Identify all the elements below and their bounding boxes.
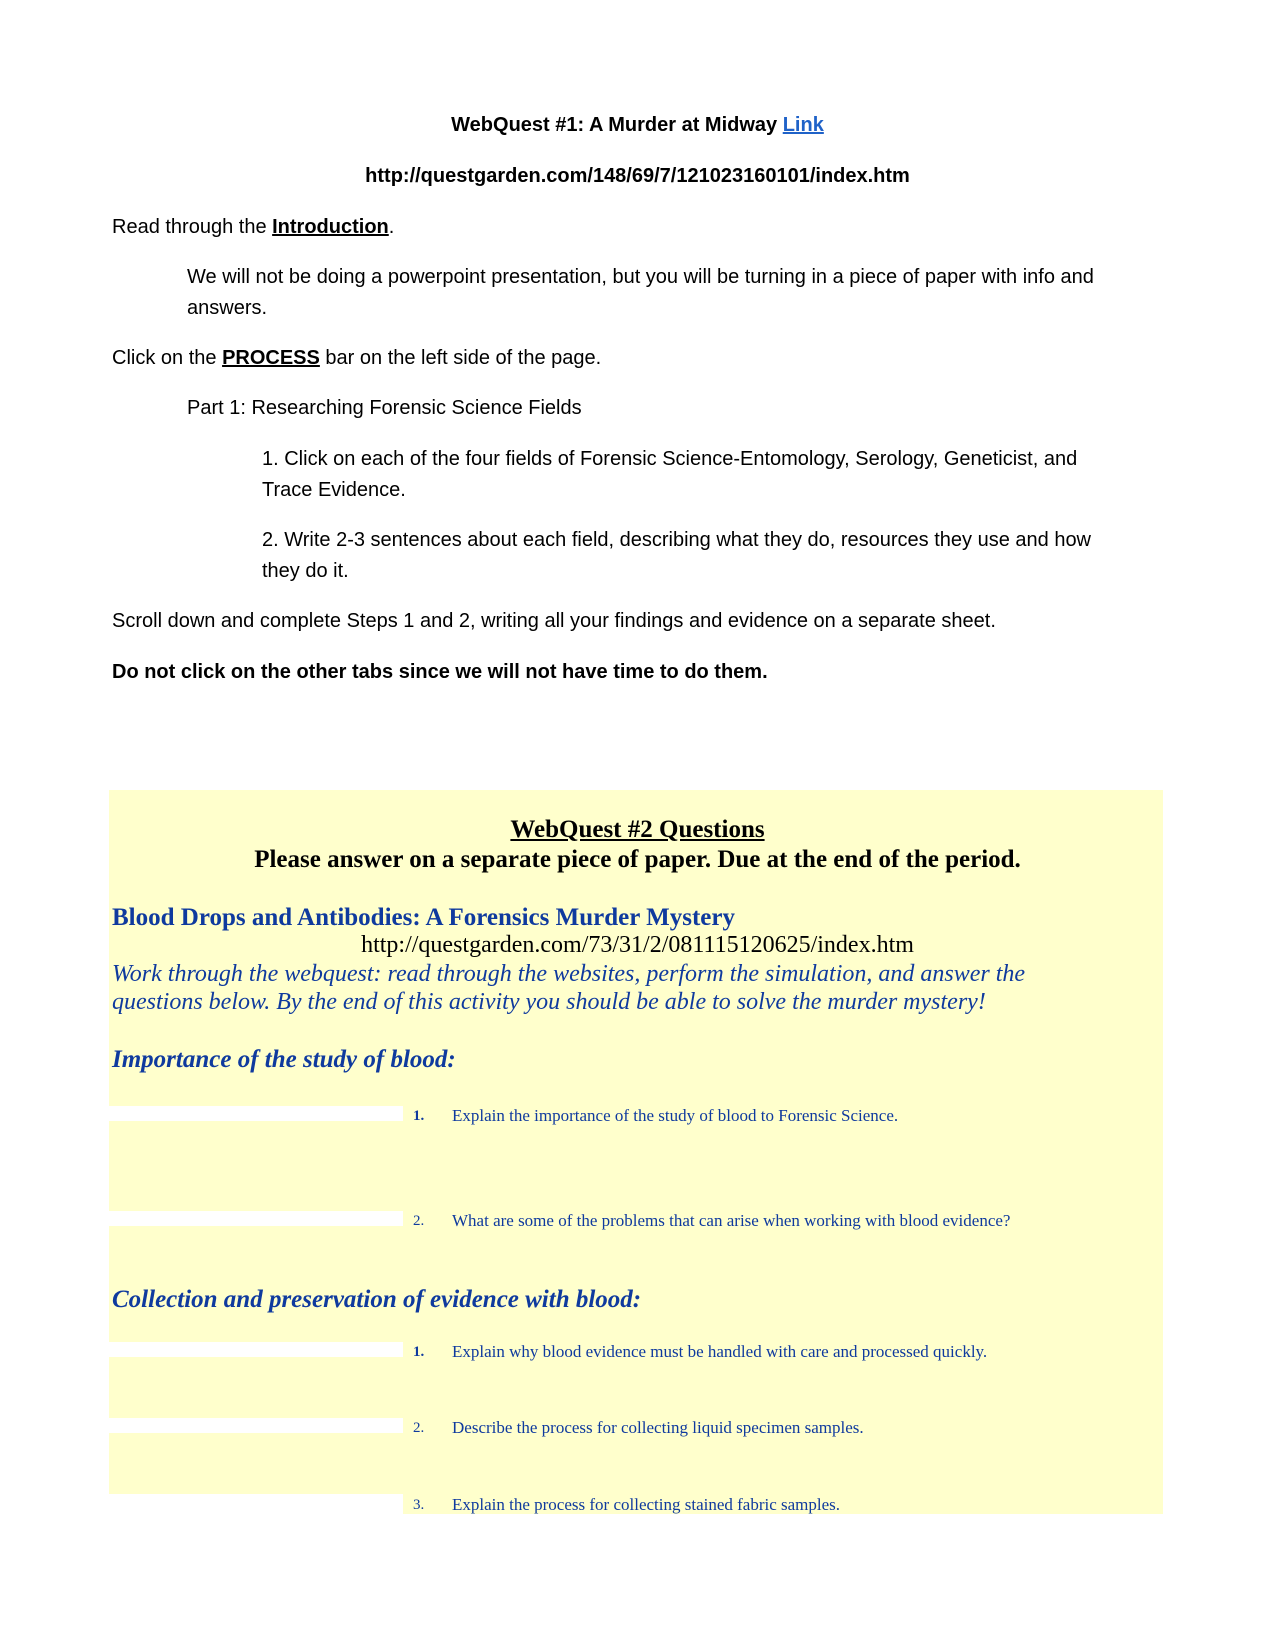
white-band [109,1106,403,1121]
warning-text: Do not click on the other tabs since we will not have time to do them. [112,661,768,683]
question-text: Describe the process for collecting liquid specimen samples. [452,1418,864,1437]
white-band [109,1494,403,1514]
intro-instruction: Read through the Introduction. [112,216,395,238]
white-band [109,1418,403,1433]
question-number: 2. [413,1420,425,1436]
webquest2-subtitle: Please answer on a separate piece of paper. Due at the end of the period. [254,846,1021,873]
question-text: Explain the importance of the study of blood to Forensic Science. [452,1106,899,1125]
white-band [109,1211,403,1226]
webquest2-instructions-line-1: Work through the webquest: read through the websites, perform the simulation, and answer the [112,961,1026,987]
question-number: 1. [413,1108,425,1124]
note-line-2: answers. [187,297,268,319]
webquest2-instructions-line-2: questions below. By the end of this activity you should be able to solve the murder mystery! [112,989,986,1015]
question-number: 2. [413,1213,425,1229]
webquest2-topic: Blood Drops and Antibodies: A Forensics Murder Mystery [112,904,735,931]
webquest2-url: http://questgarden.com/73/31/2/081115120625/index.htm [361,932,914,958]
question-text: What are some of the problems that can arise when working with blood evidence? [452,1211,1011,1230]
process-instruction: Click on the PROCESS bar on the left side of the page. [112,347,602,369]
part1-heading: Part 1: Researching Forensic Science Fields [187,397,582,419]
step2-line-2: they do it. [262,560,349,582]
step1-line-2: Trace Evidence. [262,479,406,501]
section1-heading: Importance of the study of blood: [112,1046,456,1073]
webquest1-title: WebQuest #1: A Murder at Midway Link [451,114,824,136]
note-line-1: We will not be doing a powerpoint presentation, but you will be turning in a piece of paper with info and [187,266,1094,288]
introduction-term: Introduction [272,216,389,238]
step1-line-1: 1. Click on each of the four fields of Forensic Science-Entomology, Serology, Geneticist, and [262,448,1078,470]
question-number: 3. [413,1497,425,1513]
question-text: Explain the process for collecting stained fabric samples. [452,1495,841,1514]
step2-line-1: 2. Write 2-3 sentences about each field, describing what they do, resources they use and how [262,529,1092,551]
scroll-instruction: Scroll down and complete Steps 1 and 2, writing all your findings and evidence on a separate sheet. [112,610,996,632]
process-term: PROCESS [222,347,320,369]
section2-heading: Collection and preservation of evidence with blood: [112,1286,642,1313]
webquest1-url: http://questgarden.com/148/69/7/121023160101/index.htm [365,165,910,187]
question-number: 1. [413,1344,425,1360]
webquest2-title: WebQuest #2 Questions [510,816,765,843]
white-band [109,1342,403,1357]
question-text: Explain why blood evidence must be handled with care and processed quickly. [452,1342,988,1361]
webquest1-link[interactable]: Link [782,114,824,136]
webquest2-panel [109,790,1163,1514]
